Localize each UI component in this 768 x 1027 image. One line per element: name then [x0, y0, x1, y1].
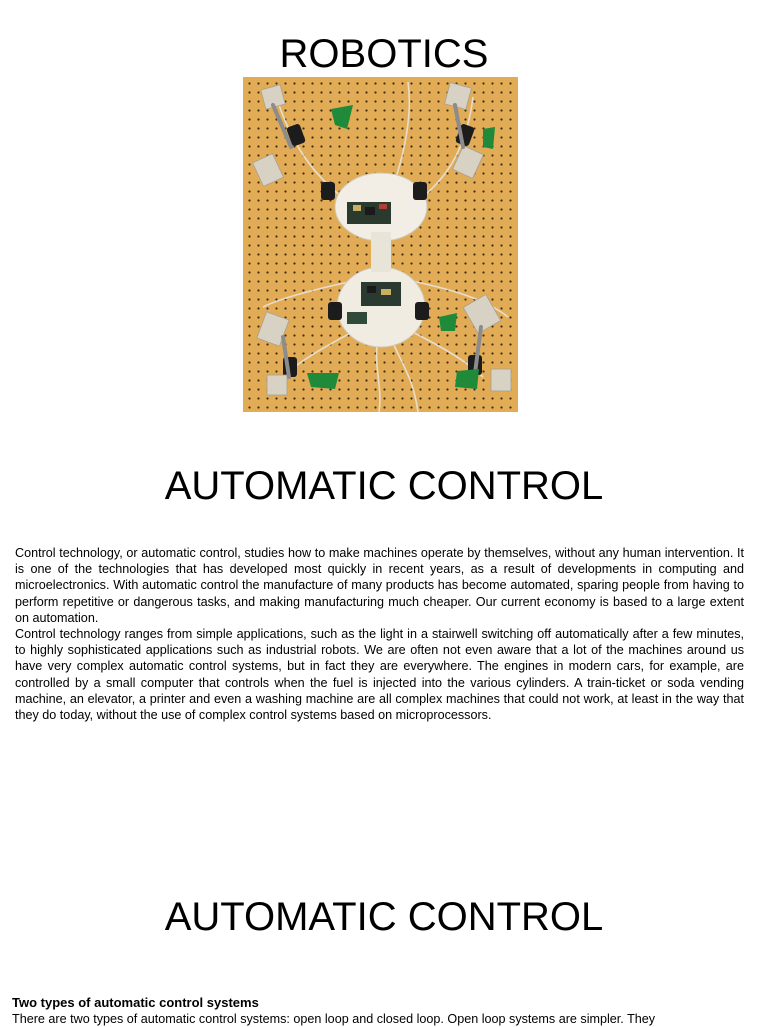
spine	[371, 232, 391, 272]
paragraph-open-closed-loop: There are two types of automatic control systems: open loop and closed loop. Open loop systems are simpler. They	[12, 1012, 656, 1026]
paragraph-control-technology: Control technology, or automatic control, studies how to make machines operate by themselves, without any human intervention. It is one of the technologies that has developed most quickly in recent years, as a result of developments in computing and microelectronics. With automatic control the manufacture of many products has become automated, sparing people from having to perform repetitive or dangerous tasks, and making manufacturing much cheaper. Our current economy is based to a large extent on automation.	[15, 546, 744, 625]
robot-illustration	[243, 77, 518, 412]
robot-photo	[243, 77, 518, 412]
slide-title-automatic-control: AUTOMATIC CONTROL	[164, 464, 604, 508]
paragraph-control-applications: Control technology ranges from simple applications, such as the light in a stairwell switching off automatically after a few minutes, to highly sophisticated applications such as industrial robots. We are often not even aware that a lot of the machines around us have very complex automatic control systems, but in fact they are everywhere. The engines in modern cars, for example, are controlled by a small computer that controls when the fuel is injected into the various cylinders. A train-ticket or soda vending machine, an elevator, a printer and even a washing machine are all complex machines that could not work, at least in the way that they do today, without the use of complex control systems based on microprocessors.	[15, 627, 744, 723]
slide-title-automatic-control-2: AUTOMATIC CONTROL	[164, 895, 604, 939]
subheading-two-types: Two types of automatic control systems	[12, 995, 259, 1010]
lower-body-disc	[337, 267, 425, 347]
slide-title-robotics: ROBOTICS	[279, 32, 489, 76]
